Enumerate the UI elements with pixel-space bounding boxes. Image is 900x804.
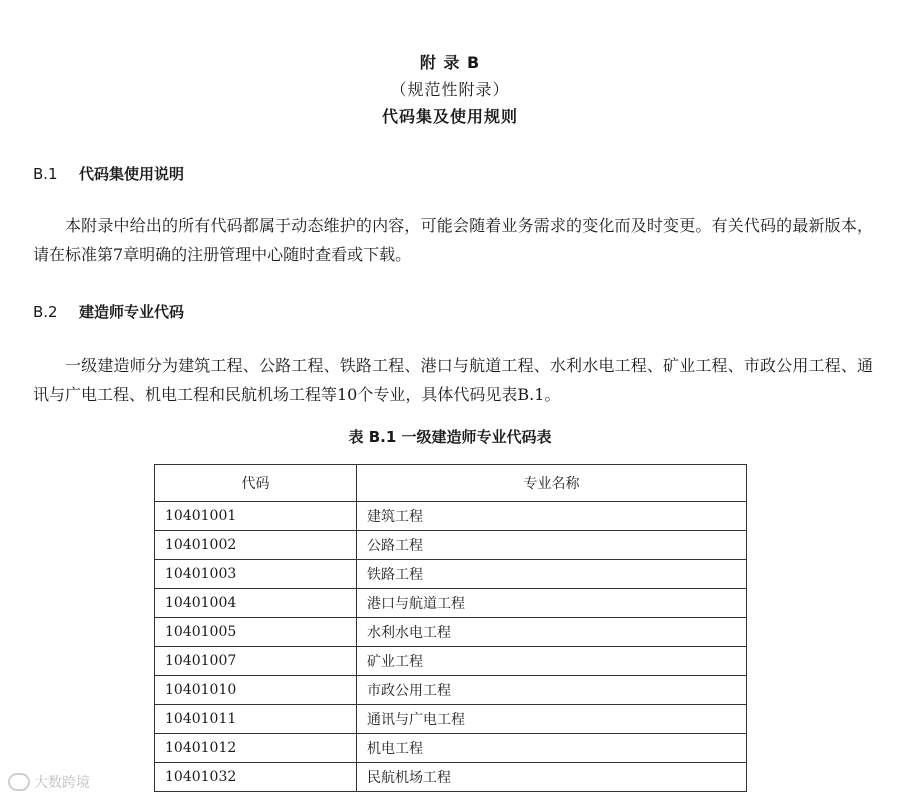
table-row [155, 560, 747, 589]
appendix-subtitle: （规范性附录） [390, 80, 510, 99]
code-cell: 10401001 [155, 502, 357, 531]
section-b1-heading [33, 163, 184, 184]
section-number: B.1 [33, 165, 58, 183]
code-cell: 10401012 [155, 734, 357, 763]
name-cell: 公路工程 [357, 531, 747, 560]
table-row [155, 589, 747, 618]
table-row [155, 531, 747, 560]
specialty-code-table [154, 464, 747, 792]
name-cell: 机电工程 [357, 734, 747, 763]
table-row [155, 676, 747, 705]
column-header-code: 代码 [155, 465, 357, 502]
column-header-name: 专业名称 [357, 465, 747, 502]
code-cell: 10401032 [155, 763, 357, 792]
name-cell: 水利水电工程 [357, 618, 747, 647]
code-cell: 10401010 [155, 676, 357, 705]
section-number: B.2 [33, 303, 58, 321]
name-cell: 民航机场工程 [357, 763, 747, 792]
section-b2-heading [33, 301, 184, 322]
name-cell: 市政公用工程 [357, 676, 747, 705]
code-cell: 10401011 [155, 705, 357, 734]
table-row [155, 647, 747, 676]
section-b1-paragraph: 本附录中给出的所有代码都属于动态维护的内容，可能会随着业务需求的变化而及时变更。有关代码的最新版本，请在标准第7章明确的注册管理中心随时查看或下载。 [33, 216, 873, 264]
watermark [8, 772, 90, 792]
table-row [155, 618, 747, 647]
section-b2-paragraph: 一级建造师分为建筑工程、公路工程、铁路工程、港口与航道工程、水利水电工程、矿业工程、市政公用工程、通讯与广电工程、机电工程和民航机场工程等10个专业，具体代码见表B.1。 [33, 356, 873, 404]
section-title: 代码集使用说明 [79, 165, 185, 183]
table-header-row [155, 465, 747, 502]
table-row [155, 763, 747, 792]
section-title: 建造师专业代码 [79, 303, 185, 321]
name-cell: 港口与航道工程 [357, 589, 747, 618]
code-cell: 10401003 [155, 560, 357, 589]
appendix-heading: 代码集及使用规则 [381, 107, 518, 126]
appendix-title: 附 录 B [419, 53, 481, 72]
logo-icon [8, 773, 30, 791]
name-cell: 建筑工程 [357, 502, 747, 531]
table-row [155, 705, 747, 734]
table-caption: 表 B.1 一级建造师专业代码表 [348, 428, 552, 446]
table-row [155, 502, 747, 531]
table-row [155, 734, 747, 763]
code-cell: 10401005 [155, 618, 357, 647]
name-cell: 矿业工程 [357, 647, 747, 676]
watermark-text: 大数跨境 [34, 775, 90, 791]
code-cell: 10401002 [155, 531, 357, 560]
name-cell: 通讯与广电工程 [357, 705, 747, 734]
name-cell: 铁路工程 [357, 560, 747, 589]
code-cell: 10401004 [155, 589, 357, 618]
code-cell: 10401007 [155, 647, 357, 676]
